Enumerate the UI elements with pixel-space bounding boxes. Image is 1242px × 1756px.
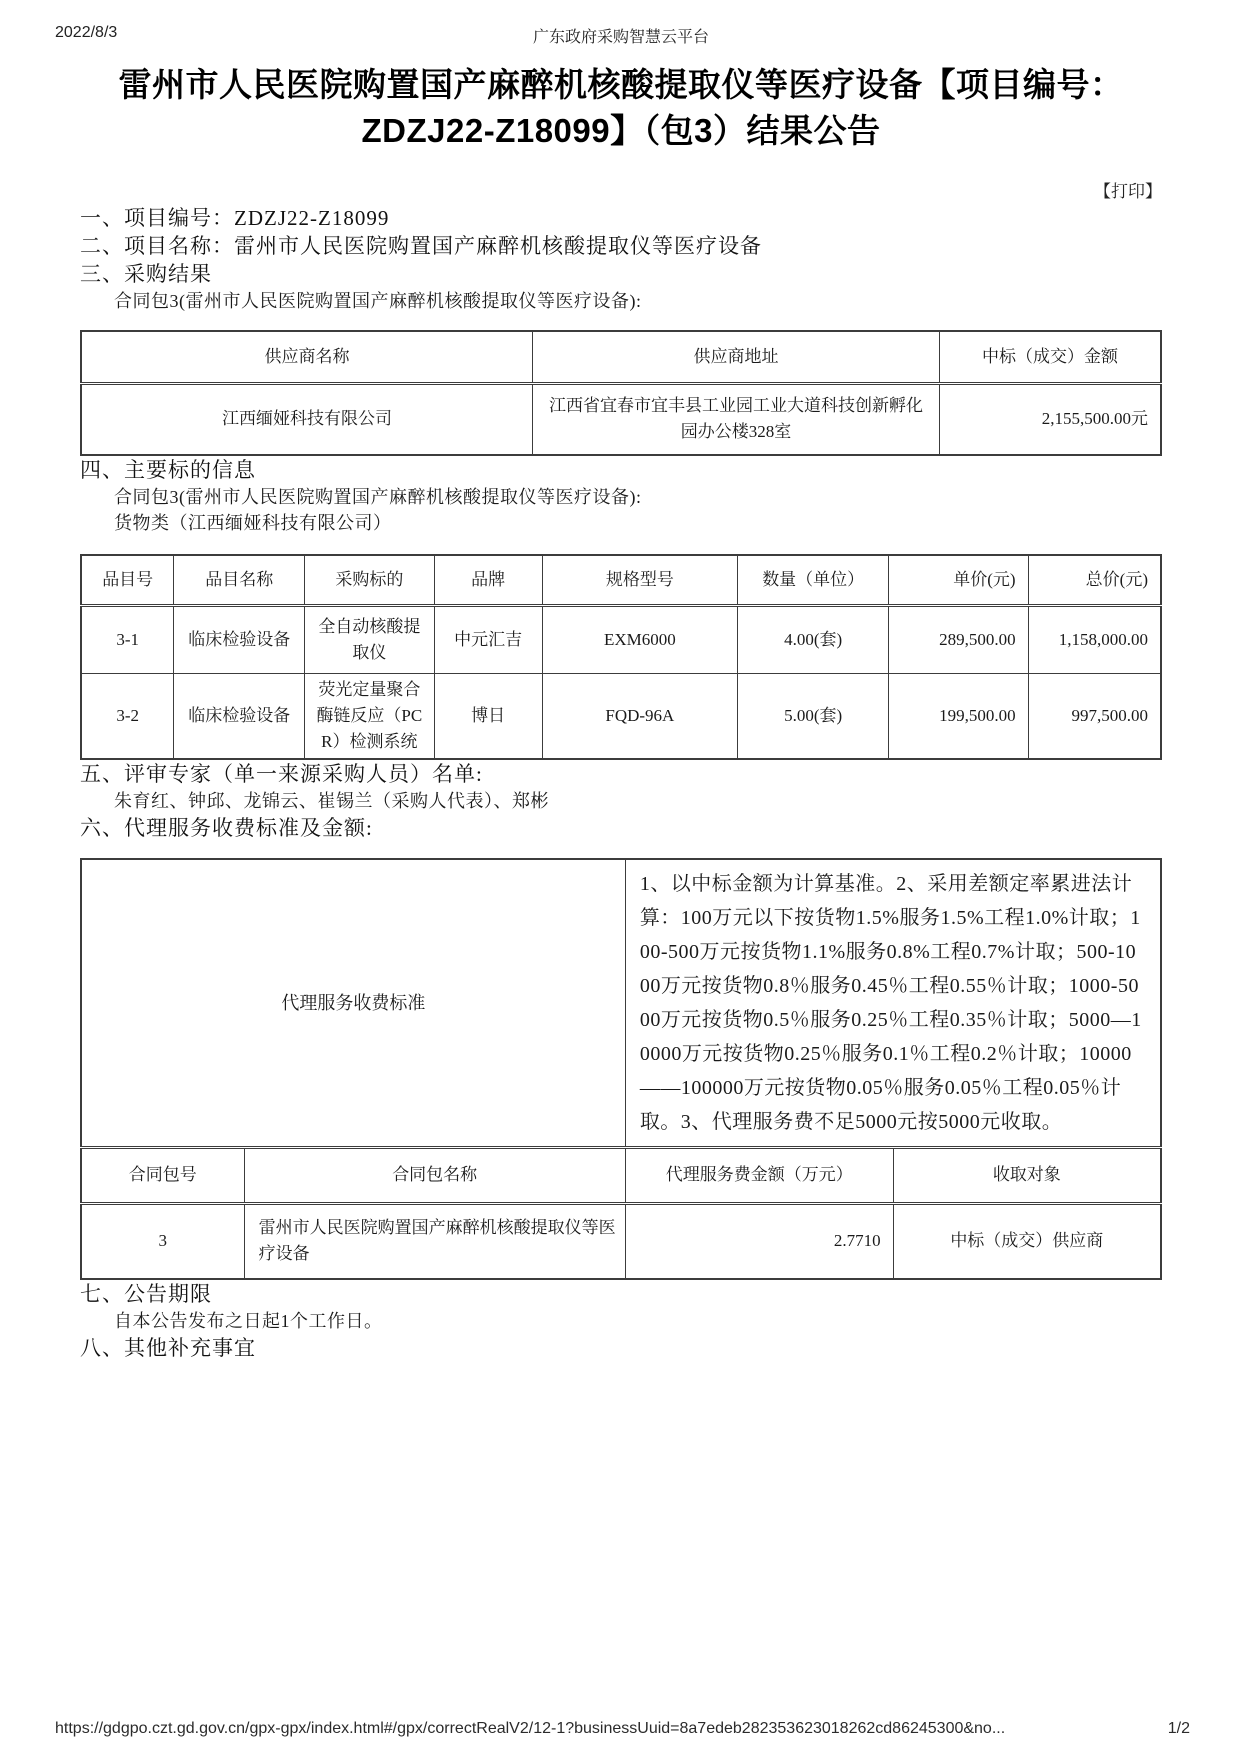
fee-standard-text-cell: 1、以中标金额为计算基准。2、采用差额定率累进法计算：100万元以下按货物1.5%服务1.5%工程1.0%计取；100-500万元按货物1.1%服务0.8%工程0.7%计取；500-1000万元按货物0.8％服务0.45％工程0.55％计取；1000-5000万元按货物0.5％服务0.25％工程0.35％计取；5000—10000万元按货物0.25％服务0.1％工程0.2％计取；10000——100000万元按货物0.05％服务0.05％工程0.05％计取。3、代理服务费不足5000元按5000元收取。 [625,859,1161,1148]
brand-cell: 中元汇吉 [434,605,542,673]
section-heading-agency-fee: 六、代理服务收费标准及金额: [80,815,373,840]
column-header-procurement-subject: 采购标的 [305,555,435,605]
section-heading-other-matters: 八、其他补充事宜 [80,1336,256,1360]
items-table [80,554,1162,760]
page-title: 雷州市人民医院购置国产麻醉机核酸提取仪等医疗设备【项目编号：ZDZJ22-Z18099】（包3）结果公告 [118,66,1124,149]
site-name: 广东政府采购智慧云平台 [532,29,709,46]
section-heading-announcement-period: 七、公告期限 [80,1282,212,1306]
item-name-cell: 临床检验设备 [174,673,305,759]
column-header-package-name: 合同包名称 [244,1147,625,1203]
goods-category-line: 货物类（江西缅娅科技有限公司） [114,513,392,533]
announcement-period-line: 自本公告发布之日起1个工作日。 [114,1311,383,1331]
table-header-row [81,1147,1161,1203]
column-header-model: 规格型号 [542,555,737,605]
fee-standard-label-cell: 代理服务收费标准 [81,859,625,1148]
award-amount-cell: 2,155,500.00元 [940,383,1161,455]
fee-standard-row [81,859,1161,1148]
table-row [81,673,1161,759]
unit-price-cell: 289,500.00 [889,605,1028,673]
column-header-fee-amount: 代理服务费金额（万元） [625,1147,893,1203]
procurement-subject-cell: 全自动核酸提取仪 [305,605,435,673]
footer-page-number: 1/2 [1167,1720,1190,1737]
column-header-unit-price: 单价(元) [889,555,1028,605]
section-heading-review-experts: 五、评审专家（单一来源采购人员）名单: [80,761,483,786]
print-button[interactable]: 【打印】 [1094,182,1162,201]
table-row [81,605,1161,673]
column-header-item-no: 品目号 [81,555,174,605]
quantity-cell: 5.00(套) [738,673,889,759]
print-header [55,24,1187,46]
column-header-award-amount: 中标（成交）金额 [940,331,1161,383]
print-date: 2022/8/3 [55,24,118,41]
print-link-row [0,180,1162,204]
item-no-cell: 3-1 [81,605,174,673]
announcement-body [80,204,1162,1362]
model-cell: EXM6000 [542,605,737,673]
total-price-cell: 1,158,000.00 [1028,605,1161,673]
fee-payer-cell: 中标（成交）供应商 [893,1203,1161,1279]
total-price-cell: 997,500.00 [1028,673,1161,759]
item-no-cell: 3-2 [81,673,174,759]
column-header-item-name: 品目名称 [174,555,305,605]
package-no-cell: 3 [81,1203,244,1279]
unit-price-cell: 199,500.00 [889,673,1028,759]
supplier-name-cell: 江西缅娅科技有限公司 [81,383,532,455]
supplier-address-cell: 江西省宜春市宜丰县工业园工业大道科技创新孵化园办公楼328室 [532,383,939,455]
model-cell: FQD-96A [542,673,737,759]
column-header-brand: 品牌 [434,555,542,605]
supplier-result-table [80,330,1162,456]
subject-package-intro: 合同包3(雷州市人民医院购置国产麻醉机核酸提取仪等医疗设备): [114,487,642,507]
footer-url: https://gdgpo.czt.gd.gov.cn/gpx-gpx/index.html#/gpx/correctRealV2/12-1?businessUuid=8a7edeb282353623018262cd86245300&no... [55,1720,1006,1737]
print-footer [55,1720,1190,1738]
table-row [81,383,1161,455]
section-heading-project-number: 一、项目编号：ZDZJ22-Z18099 [80,206,390,230]
package-name-cell: 雷州市人民医院购置国产麻醉机核酸提取仪等医疗设备 [244,1203,625,1279]
column-header-quantity: 数量（单位） [738,555,889,605]
column-header-fee-payer: 收取对象 [893,1147,1161,1203]
result-package-intro: 合同包3(雷州市人民医院购置国产麻醉机核酸提取仪等医疗设备): [114,291,642,311]
column-header-package-no: 合同包号 [81,1147,244,1203]
column-header-supplier-name: 供应商名称 [81,331,532,383]
column-header-total-price: 总价(元) [1028,555,1161,605]
table-header-row [81,555,1161,605]
table-row [81,1203,1161,1279]
expert-names-line: 朱育红、钟邱、龙锦云、崔锡兰（采购人代表）、郑彬 [114,790,549,811]
brand-cell: 博日 [434,673,542,759]
table-header-row [81,331,1161,383]
procurement-subject-cell: 荧光定量聚合酶链反应（PCR）检测系统 [305,673,435,759]
quantity-cell: 4.00(套) [738,605,889,673]
column-header-supplier-address: 供应商地址 [532,331,939,383]
item-name-cell: 临床检验设备 [174,605,305,673]
agency-fee-table [80,858,1162,1281]
section-heading-procurement-result: 三、采购结果 [80,262,212,286]
section-heading-project-name: 二、项目名称：雷州市人民医院购置国产麻醉机核酸提取仪等医疗设备 [80,234,762,258]
fee-amount-cell: 2.7710 [625,1203,893,1279]
section-heading-main-subject-info: 四、主要标的信息 [80,458,256,482]
